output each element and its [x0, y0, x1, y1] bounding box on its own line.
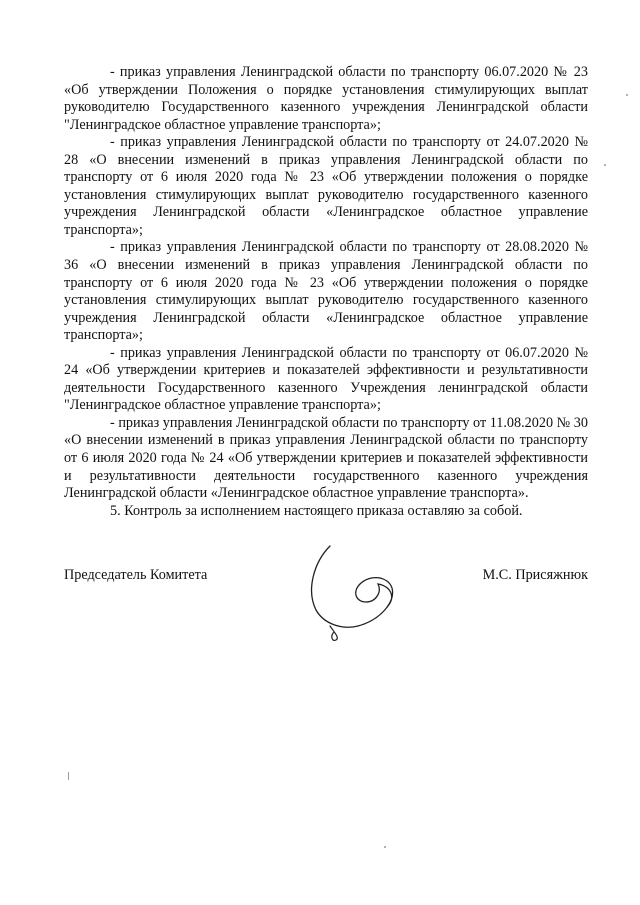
control-clause: 5. Контроль за исполнением настоящего приказа оставляю за собой. [110, 502, 523, 519]
order-paragraph-1: - приказ управления Ленинградской области по транспорту 06.07.2020 № 23 «Об утверждении Положения о порядке установления стимулирующих выплат руководителю Государственного казенного учреждения Ленинградской области "Ленинградское областное управление транспорта»; [64, 64, 588, 133]
scan-speck [68, 772, 69, 780]
handwritten-signature [300, 540, 420, 644]
scan-speck [604, 164, 606, 166]
order-paragraph-2: - приказ управления Ленинградской области по транспорту от 24.07.2020 № 28 «О внесении изменений в приказ управления Ленинградской области по транспорту от 6 июля 2020 года № 23 «Об утверждении положения о порядке установления стимулирующих выплат руководителю государственного казенного учреждения Ленинградской области «Ленинградское областное управление транспорта»; [64, 134, 588, 238]
order-paragraph-4: - приказ управления Ленинградской области по транспорту от 06.07.2020 № 24 «Об утверждении критериев и показателей эффективности и результативности деятельности Государственного казенного Учреждения ленинградской области "Ленинградское областное управление транспорта»; [64, 344, 588, 414]
order-paragraph-5: - приказ управления Ленинградской области по транспорту от 11.08.2020 № 30 «О внесении изменений в приказ управления Ленинградской области по транспорту от 6 июля 2020 года № 24 «Об утверждении критериев и показателей эффективности и результативности деятельности государственного казенного учреждения Ленинградской области «Ленинградское областное управление транспорта». [64, 414, 588, 502]
document-body [64, 64, 588, 520]
scan-speck [384, 846, 386, 848]
scan-speck [626, 94, 628, 96]
signer-position: Председатель Комитета [64, 567, 208, 583]
order-paragraph-3: - приказ управления Ленинградской области по транспорту от 28.08.2020 № 36 «О внесении изменений в приказ управления Ленинградской области по транспорту от 6 июля 2020 года № 23 «Об утверждении положения о порядке установления стимулирующих выплат руководителю государственного казенного учреждения Ленинградской области «Ленинградское областное управление транспорта»; [64, 239, 588, 344]
signer-name: М.С. Присяжнюк [482, 567, 588, 583]
